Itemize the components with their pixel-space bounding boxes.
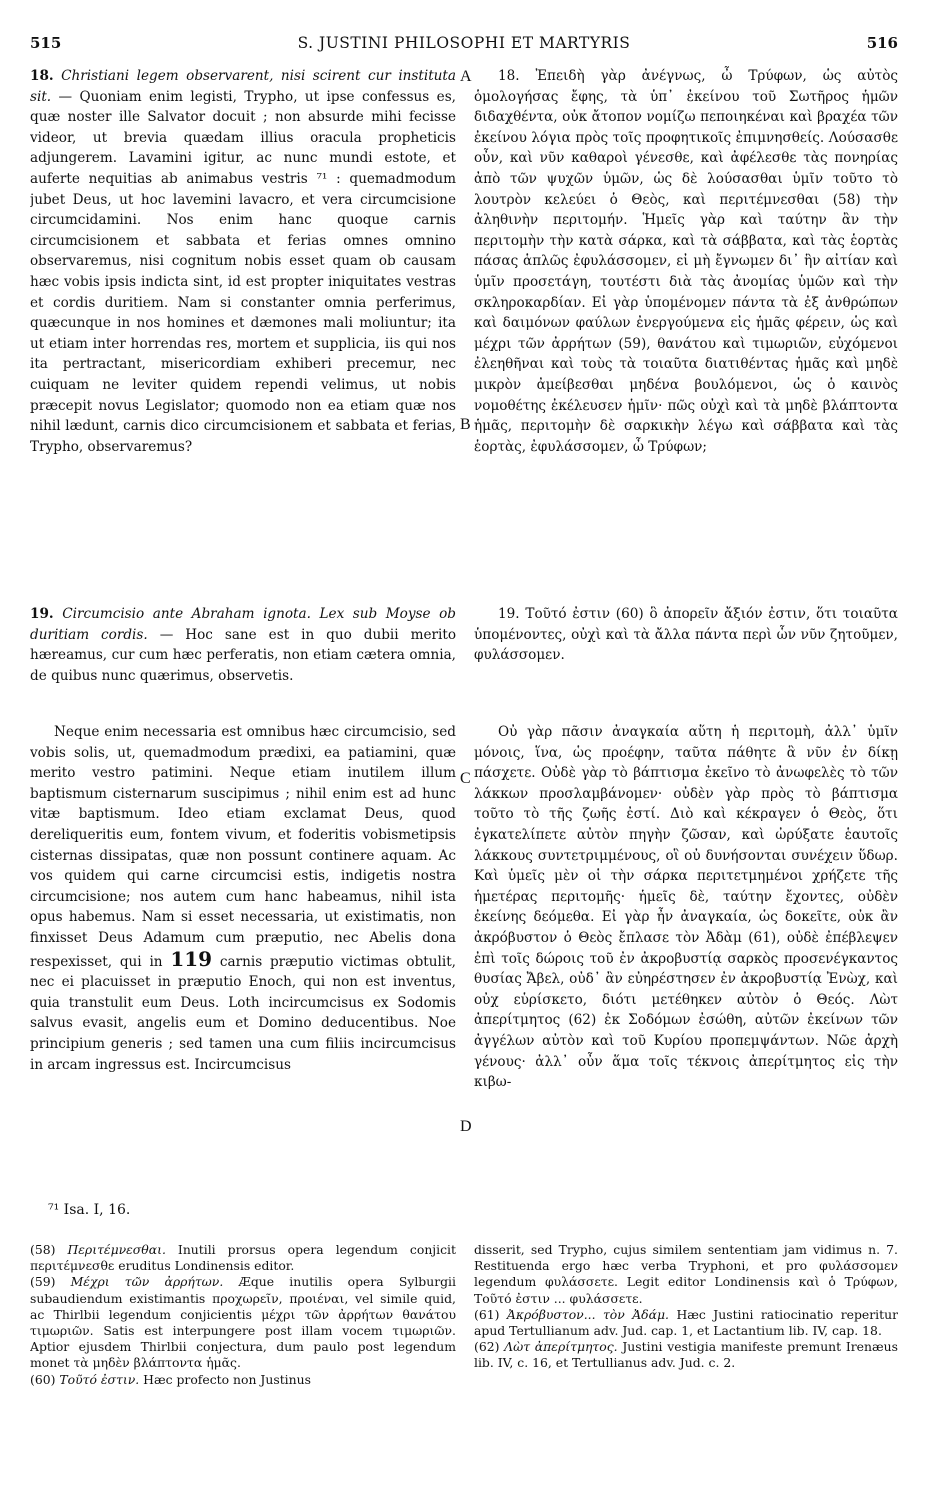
- section-marker-c: C: [460, 770, 471, 787]
- note-62: (62) Λὼτ ἀπερίτμητος. Justini vestigia manifeste premunt Irenæus lib. IV, c. 16, et Tertullianus adv. Jud. c. 2.: [474, 1339, 898, 1371]
- note-59: (59) Μέχρι τῶν ἀρρήτων. Æque inutilis opera Sylburgii subaudiendum existimantis προχωρεῖν, προιέναι, vel simile quid, ac Thirlbii legendum conjicientis μέχρι τῶν ἀρρήτων θανάτου τιμωριῶν. Satis est interpungere post illam vocem τιμωριῶν. Aptior ejusdem Thirlbii conjectura, dum paulo post legendum monet τὰ μηδὲν βλάπτοντα ἡμᾶς.: [30, 1274, 456, 1371]
- section-number: 18.: [30, 68, 54, 84]
- latin-section-19: [30, 604, 456, 714]
- section-text: 19. Τοῦτό ἐστιν (60) ὃ ἀπορεῖν ἄξιόν ἐστιν, ὅτι τοιαῦτα ὑπομένοντες, οὐχὶ καὶ τὰ ἄλλα πάντα περὶ ὧν νῦν ζητοῦμεν, φυλάσσομεν.: [474, 606, 898, 664]
- section-text: 18. Ἐπειδὴ γὰρ ἀνέγνως, ὦ Τρύφων, ὡς αὐτὸς ὁμολογήσας ἔφης, τὰ ὑπ᾽ ἐκείνου τοῦ Σωτῆρος ἡμῶν διδαχθέντα, οὐκ ἄτοπον νομίζω πεποιηκέναι καὶ βραχέα τῶν ἐκείνου λόγια πρὸς τοῖς προφητικοῖς ἐπιμνησθείς. Λούσασθε οὖν, καὶ νῦν καθαροὶ γένεσθε, καὶ ἀφέλεσθε τὰς πονηρίας ἀπὸ τῶν ψυχῶν ὑμῶν, ὡς δὲ λούσασθαι ὑμῖν τοῦτο τὸ λουτρὸν κελεύει ὁ Θεὸς, καὶ περιτέμνεσθαι (58) τὴν ἀληθινὴν περιτομήν. Ἡμεῖς γὰρ καὶ ταύτην ἂν τὴν περιτομὴν τὴν κατὰ σάρκα, καὶ τὰ σάββατα, καὶ τὰς ἑορτὰς πάσας ἁπλῶς ἐφυλάσσομεν, εἰ μὴ ἔγνωμεν δι᾽ ἣν αἰτίαν καὶ ὑμῖν προσετάγη, τουτέστι διὰ τὰς ἀνομίας ὑμῶν καὶ τὴν σκληροκαρδίαν. Εἰ γὰρ ὑπομένομεν πάντα τὰ ἐξ ἀνθρώπων καὶ δαιμόνων φαύλων ἐνεργούμενα εἰς ἡμᾶς φέρειν, ὡς καὶ μέχρι τῶν ἀρρήτων (59), θανάτου καὶ τιμωριῶν, εὐχόμενοι ἐλεηθῆναι καὶ τοὺς τὰ τοιαῦτα διατιθέντας ἡμᾶς καὶ μηδὲ μικρὸν ἀμείβεσθαι μηδένα βουλόμενοι, ὡς ὁ καινὸς νομοθέτης ἐκέλευσεν ἡμῖν· πῶς οὐχὶ καὶ τὰ μηδὲ βλάπτοντα ἡμᾶς, περιτομὴν δὲ σαρκικὴν λέγω καὶ σάββατα καὶ τὰς ἑορτὰς, ἐφυλάσσομεν, ὦ Τρύφων;: [474, 68, 898, 455]
- paragraph-text: carnis præputio victimas obtulit, nec ei placuisset in præputio Enoch, qui non est inventus, quia transtulit eum Deus. Loth incircumcisus ex Sodomis salvus evasit, angelis eum et Domino deducentibus. Noe principium generis ; sed tamen una cum filiis incircumcisus in arcam ingressus est. Incircumcisus: [30, 953, 456, 1073]
- page-number-left: 515: [30, 34, 62, 52]
- section-text: — Hoc sane est in quo dubii merito hæreamus, cur cum hæc perferatis, non etiam cætera omnia, de quibus nunc quærimus, observetis.: [30, 626, 456, 684]
- greek-section-18: [474, 66, 898, 584]
- note-61: (61) Ἀκρόβυστον... τὸν Ἀδάμ. Hæc Justini ratiocinatio reperitur apud Tertullianum adv. Jud. cap. 1, et Lactantium lib. IV, cap. 18.: [474, 1306, 898, 1339]
- notes-left-column: [30, 1242, 456, 1492]
- margin-number: 119: [170, 946, 213, 971]
- paragraph-text: Neque enim necessaria est omnibus hæc circumcisio, sed vobis solis, ut, quemadmodum prædixi, ea patiamini, quæ merito vestro patimini. Neque etiam inutilem illum baptismum cisternarum suscipimus ; nihil enim est ad hunc vitæ baptismum. Ideo etiam exclamat Deus, quod dereliqueritis eum, fontem vivum, et foderitis vobismetipsis cisternas dissipatas, quæ non possunt continere aquam. Ac vos quidem qui carne circumcisi estis, indigetis nostra circumcisione; nos autem cum hanc habeamus, nihil ista opus habemus. Nam si esset necessaria, ut existimatis, non finxisset Deus Adamum cum præputio, nec Abelis dona respexisset, qui in: [30, 724, 456, 970]
- greek-section-19: [474, 604, 898, 666]
- scripture-footnote: ⁷¹ Isa. I, 16.: [48, 1202, 131, 1218]
- section-marker-a: A: [460, 68, 472, 85]
- note-58: (58) Περιτέμνεσθαι. Inutili prorsus opera legendum conjicit περιτέμνεσθε eruditus Londinensis editor.: [30, 1242, 456, 1274]
- running-title: S. JUSTINI PHILOSOPHI ET MARTYRIS: [297, 34, 631, 52]
- section-heading: Christiani legem observarent, nisi scirent cur instituta sit.: [30, 68, 456, 105]
- page-number-right: 516: [866, 34, 898, 52]
- latin-section-18: [30, 66, 456, 504]
- note-60-continued: disserit, sed Trypho, cujus similem sententiam jam vidimus n. 7. Restituenda ergo hæc verba Tryphoni, et pro φυλάσσομεν legendum φυλάσσετε. Legit editor Londinensis καὶ ὁ Τρύφων, Τοῦτό ἐστιν ... φυλάσσετε.: [474, 1242, 898, 1306]
- paragraph-text: Οὐ γὰρ πᾶσιν ἀναγκαία αὕτη ἡ περιτομὴ, ἀλλ᾽ ὑμῖν μόνοις, ἵνα, ὡς προέφην, ταῦτα πάθητε ἃ νῦν ἐν δίκῃ πάσχετε. Οὐδὲ γὰρ τὸ βάπτισμα ἐκεῖνο τὸ ἀνωφελὲς τὸ τῶν λάκκων προσλαμβάνομεν· οὐδὲν γὰρ πρὸς τὸ βάπτισμα τοῦτο τὸ τῆς ζωῆς ἐστί. Διὸ καὶ κέκραγεν ὁ Θεὸς, ὅτι ἐγκατελίπετε αὐτὸν πηγὴν ζῶσαν, καὶ ὠρύξατε ἑαυτοῖς λάκκους συντετριμμένους, οἳ οὐ δυνήσονται συνέχειν ὕδωρ. Καὶ ὑμεῖς μὲν οἱ τὴν σάρκα περιτετμημένοι χρήζετε τῆς ἡμετέρας περιτομῆς· ἡμεῖς δὲ, ταύτην ἔχοντες, οὐδὲν ἐκείνης δεόμεθα. Εἰ γὰρ ἦν ἀναγκαία, ὡς δοκεῖτε, οὐκ ἂν ἀκρόβυστον ὁ Θεὸς ἔπλασε τὸν Ἀδὰμ (61), οὐδὲ ἐπέβλεψεν ἐπὶ τοῖς δώροις τοῦ ἐν ἀκροβυστίᾳ σαρκὸς προσενέγκαντος θυσίας Ἄβελ, οὐδ᾽ ἂν εὐηρέστησεν ἐν ἀκροβυστίᾳ Ἐνὼχ, καὶ οὐχ εὑρίσκετο, διότι μετέθηκεν αὐτὸν ὁ Θεός. Λὼτ ἀπερίτμητος (62) ἐκ Σοδόμων ἐσώθη, αὐτῶν ἐκείνων τῶν ἀγγέλων αὐτὸν καὶ τοῦ Κυρίου προπεμψάντων. Νῶε ἀρχὴ γένους· ἀλλ᾽ οὖν ἅμα τοῖς τέκνοις ἀπερίτμητος εἰς τὴν κιβω-: [474, 724, 898, 1091]
- section-marker-b: B: [460, 416, 471, 433]
- notes-right-column: [474, 1242, 898, 1492]
- section-heading: Circumcisio ante Abraham ignota. Lex sub Moyse ob duritiam cordis.: [30, 606, 456, 643]
- section-number: 19.: [30, 606, 54, 622]
- note-60: (60) Τοῦτό ἐστιν. Hæc profecto non Justinus: [30, 1371, 311, 1387]
- running-header: [30, 34, 898, 56]
- section-text: — Quoniam enim legisti, Trypho, ut ipse confessus es, quæ noster ille Salvator docuit ; non absurde mihi fecisse videor, ut brevia quædam illius oracula propheticis adjungerem. Lavamini igitur, ac nunc mundi estote, et auferte nequitias ab animabus vestris ⁷¹ : quemadmodum jubet Deus, ut hoc lavemini lavacro, et vera circumcisione circumcidamini. Nos enim hanc quoque carnis circumcisionem et sabbata et ferias omnes omnino observaremus, nisi cognitum nobis esset quam ob causam hæc vobis ipsis indicta sint, id est propter iniquitates vestras et cordis duritiem. Nam si constanter omnia perferimus, quæcunque in nos homines et dæmones mali moliuntur; ita ut etiam inter horrendas res, mortem et supplicia, iis qui nos ita pertractant, misericordiam exhiberi precemur, nec cuiquam ne leviter quidem rependi velimus, ut nobis præcepit novus Legislator; quomodo non ea etiam quæ nos nihil lædunt, carnis dico circumcisionem et sabbata et ferias, Trypho, observaremus?: [30, 88, 456, 455]
- latin-section-19-continued: [30, 722, 456, 1177]
- greek-section-19-continued: [474, 722, 898, 1177]
- section-marker-d: D: [460, 1118, 472, 1135]
